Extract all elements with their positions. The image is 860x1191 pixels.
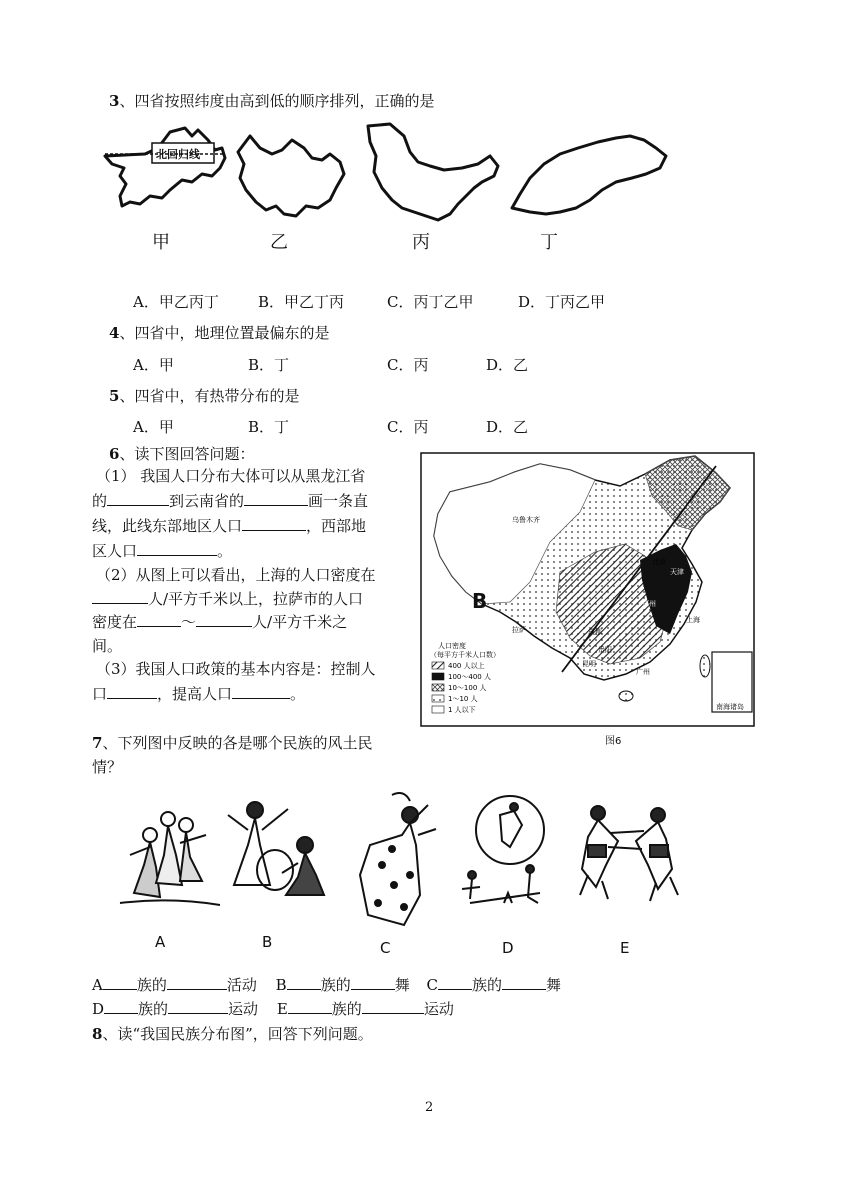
- q8-stem: [92, 1024, 373, 1044]
- q3-stem: [109, 91, 434, 111]
- answer-blank-shanghai-density[interactable]: [92, 589, 148, 604]
- answer-blank-landmark-heilongjiang[interactable]: [107, 491, 169, 506]
- ethnic-customs-figures: [110, 785, 700, 960]
- answer-blank-landmark-yunnan[interactable]: [244, 491, 308, 506]
- q5-text: 、四省中，有热带分布的是: [119, 387, 300, 405]
- answer-blank-e-ethnic[interactable]: [288, 999, 332, 1014]
- legend-label-1-10: 1～10 人: [448, 695, 478, 703]
- q6-p2-line2: [92, 589, 363, 609]
- q6-p2-line1: （2）从图上可以看出，上海的人口密度在: [96, 566, 376, 584]
- legend-label-100-400: 100～400 人: [448, 673, 491, 681]
- q3-option-b[interactable]: B．甲乙丁丙: [258, 293, 345, 311]
- legend-subtitle: （每平方千米人口数）: [430, 651, 500, 659]
- q4-option-d[interactable]: D．乙: [486, 356, 529, 374]
- answer-blank-b-dance[interactable]: [351, 975, 395, 990]
- map-city-shanghai: 上海: [686, 616, 700, 624]
- q6-stem: [109, 444, 254, 464]
- q7-answer-text: 族的: [471, 976, 502, 994]
- map-city-zhengzhou: 郑州: [642, 600, 656, 608]
- q5-option-d[interactable]: D．乙: [486, 418, 529, 436]
- q6-text-segment: 的: [92, 492, 108, 510]
- q7-stem-line1: [92, 733, 372, 753]
- answer-blank-lhasa-density-max[interactable]: [196, 612, 252, 627]
- q4-option-b[interactable]: B．丁: [248, 356, 290, 374]
- q3-number: 3: [109, 92, 120, 110]
- map-city-beijing: 北京: [652, 558, 666, 566]
- q7-answer-text: D: [92, 1000, 105, 1018]
- map-city-urumqi: 乌鲁木齐: [512, 516, 540, 524]
- answer-blank-population-quantity[interactable]: [107, 684, 157, 699]
- answer-blank-east-population[interactable]: [242, 516, 306, 531]
- q6-text-segment: 线，此线东部地区人口: [92, 517, 243, 535]
- map-caption: 图6: [605, 736, 622, 747]
- q5-option-c[interactable]: C．丙: [387, 418, 429, 436]
- shape-label-ding: 丁: [540, 232, 558, 253]
- province-shapes-figure: [100, 118, 680, 258]
- q7-answer-text: 活动: [226, 976, 257, 994]
- q7-answer-row2: [92, 999, 454, 1019]
- map-city-lhasa: 拉萨: [512, 626, 526, 634]
- q7-answer-text: 舞: [394, 976, 410, 994]
- figure-label-e: E: [620, 939, 630, 957]
- q6-p1-line4: [92, 541, 232, 561]
- answer-blank-d-sport[interactable]: [168, 999, 228, 1014]
- figure-c-drawing: [360, 793, 436, 925]
- figure-label-b: B: [262, 933, 273, 951]
- legend-label-400-plus: 400 人以上: [448, 662, 485, 670]
- province-shape-yi: [238, 136, 344, 216]
- q4-number: 4: [109, 324, 120, 342]
- q7-answer-text: 族的: [320, 976, 351, 994]
- province-shape-bing: [368, 124, 498, 220]
- q3-option-c[interactable]: C．丙丁乙甲: [387, 293, 474, 311]
- q6-text-segment: 人/平方千米以上，拉萨市的人口: [148, 590, 364, 608]
- q4-stem: [109, 323, 329, 343]
- population-density-map: [420, 452, 755, 727]
- q6-text-segment: 。: [290, 685, 306, 703]
- q6-text-segment: 人/平方千米之: [252, 613, 348, 631]
- answer-blank-e-sport[interactable]: [362, 999, 424, 1014]
- q6-p3-line2: [92, 684, 305, 704]
- q6-text-segment: 画一条直: [308, 492, 369, 510]
- legend-swatch-400-plus: [432, 662, 444, 669]
- taiwan-island: [700, 655, 710, 677]
- figure-b-drawing: [228, 802, 324, 895]
- q7-answer-text: A: [92, 976, 103, 994]
- q6-text-segment: ，提高人口: [157, 685, 233, 703]
- map-region-label-b: B: [472, 589, 488, 613]
- answer-blank-b-ethnic[interactable]: [287, 975, 321, 990]
- q6-text: 、读下图回答问题：: [119, 445, 255, 463]
- legend-title: 人口密度: [438, 642, 466, 650]
- legend-swatch-1-10: [432, 695, 444, 702]
- q6-p1-line1: （1） 我国人口分布大体可以从黑龙江省: [96, 467, 366, 485]
- q7-answer-text: 族的: [136, 976, 167, 994]
- legend-swatch-under-1: [432, 706, 444, 713]
- map-south-sea-islands-label: 南海诸岛: [716, 703, 744, 711]
- legend-swatch-10-100: [432, 684, 444, 691]
- q6-text-segment: ，西部地: [306, 517, 367, 535]
- shape-label-yi: 乙: [270, 232, 288, 253]
- q7-answer-row1: [92, 975, 561, 995]
- q6-p1-line3: [92, 516, 366, 536]
- province-shape-ding: [512, 136, 666, 214]
- legend-label-10-100: 10～100 人: [448, 684, 487, 692]
- map-city-kunming: 昆明: [582, 660, 596, 668]
- q6-text-segment: 区人口: [92, 542, 138, 560]
- q7-answer-text: 族的: [138, 1000, 169, 1018]
- figure-label-d: D: [502, 939, 514, 957]
- q7-answer-text: C: [426, 976, 438, 994]
- q7-answer-text: 舞: [546, 976, 562, 994]
- answer-blank-d-ethnic[interactable]: [104, 999, 138, 1014]
- q5-option-b[interactable]: B．丁: [248, 418, 290, 436]
- q4-text: 、四省中，地理位置最偏东的是: [119, 324, 330, 342]
- figure-e-drawing: [580, 806, 678, 901]
- q7-answer-text: E: [276, 1000, 288, 1018]
- tropic-of-cancer-label: 北回归线: [156, 148, 200, 161]
- q6-number: 6: [109, 445, 120, 463]
- answer-blank-lhasa-density-min[interactable]: [137, 612, 181, 627]
- q4-option-c[interactable]: C．丙: [387, 356, 429, 374]
- legend-label-under-1: 1 人以下: [448, 706, 476, 714]
- q7-answer-text: 运动: [423, 1000, 454, 1018]
- q6-text-segment: 。: [217, 542, 233, 560]
- q5-stem: [109, 386, 299, 406]
- q6-text-segment: 到云南省的: [169, 492, 245, 510]
- q7-answer-text: 运动: [228, 1000, 259, 1018]
- legend-swatch-100-400: [432, 673, 444, 680]
- q4-option-a[interactable]: A．甲: [133, 356, 174, 374]
- q7-text-line1: 、下列图中反映的各是哪个民族的风土民: [102, 734, 373, 752]
- answer-blank-a-activity[interactable]: [167, 975, 227, 990]
- q7-stem-line2: 情？: [92, 758, 123, 776]
- q3-option-d[interactable]: D．丁丙乙甲: [518, 293, 606, 311]
- q6-p3-line1: （3）我国人口政策的基本内容是：控制人: [96, 660, 376, 678]
- q6-text-segment: 口: [92, 685, 108, 703]
- map-city-guiyang: 贵阳: [598, 646, 612, 654]
- figure-label-c: C: [380, 939, 391, 957]
- figure-a-drawing: [120, 812, 220, 905]
- map-city-tianjin: 天津: [670, 568, 684, 576]
- q6-text-segment: 密度在: [92, 613, 138, 631]
- q7-number: 7: [92, 734, 103, 752]
- map-city-chengdu: 成都: [588, 628, 602, 636]
- figure-label-a: A: [155, 933, 166, 951]
- answer-blank-c-dance[interactable]: [502, 975, 546, 990]
- province-shape-jia: [105, 128, 225, 206]
- q6-p2-line3: [92, 612, 347, 632]
- page-number: 2: [425, 1100, 434, 1115]
- answer-blank-west-population[interactable]: [137, 541, 217, 556]
- q3-option-a[interactable]: A．甲乙丙丁: [133, 293, 219, 311]
- q5-option-a[interactable]: A．甲: [133, 418, 174, 436]
- q7-answer-text: B: [275, 976, 287, 994]
- q7-answer-text: 族的: [331, 1000, 362, 1018]
- figure-d-drawing: [462, 796, 544, 903]
- q8-text: 、读“我国民族分布图”，回答下列问题。: [102, 1025, 373, 1043]
- q6-p2-line4: 间。: [92, 637, 123, 655]
- q5-number: 5: [109, 387, 120, 405]
- q6-text-segment: ～: [181, 613, 197, 631]
- q8-number: 8: [92, 1025, 103, 1043]
- q6-p1-line2: [92, 491, 368, 511]
- hainan-island: [619, 691, 633, 701]
- shape-label-bing: 丙: [412, 232, 430, 253]
- map-city-guangzhou: 广州: [636, 668, 650, 676]
- answer-blank-population-quality[interactable]: [232, 684, 290, 699]
- shape-label-jia: 甲: [152, 232, 170, 253]
- q3-text: 、四省按照纬度由高到低的顺序排列，正确的是: [119, 92, 435, 110]
- answer-blank-a-ethnic[interactable]: [103, 975, 137, 990]
- answer-blank-c-ethnic[interactable]: [438, 975, 472, 990]
